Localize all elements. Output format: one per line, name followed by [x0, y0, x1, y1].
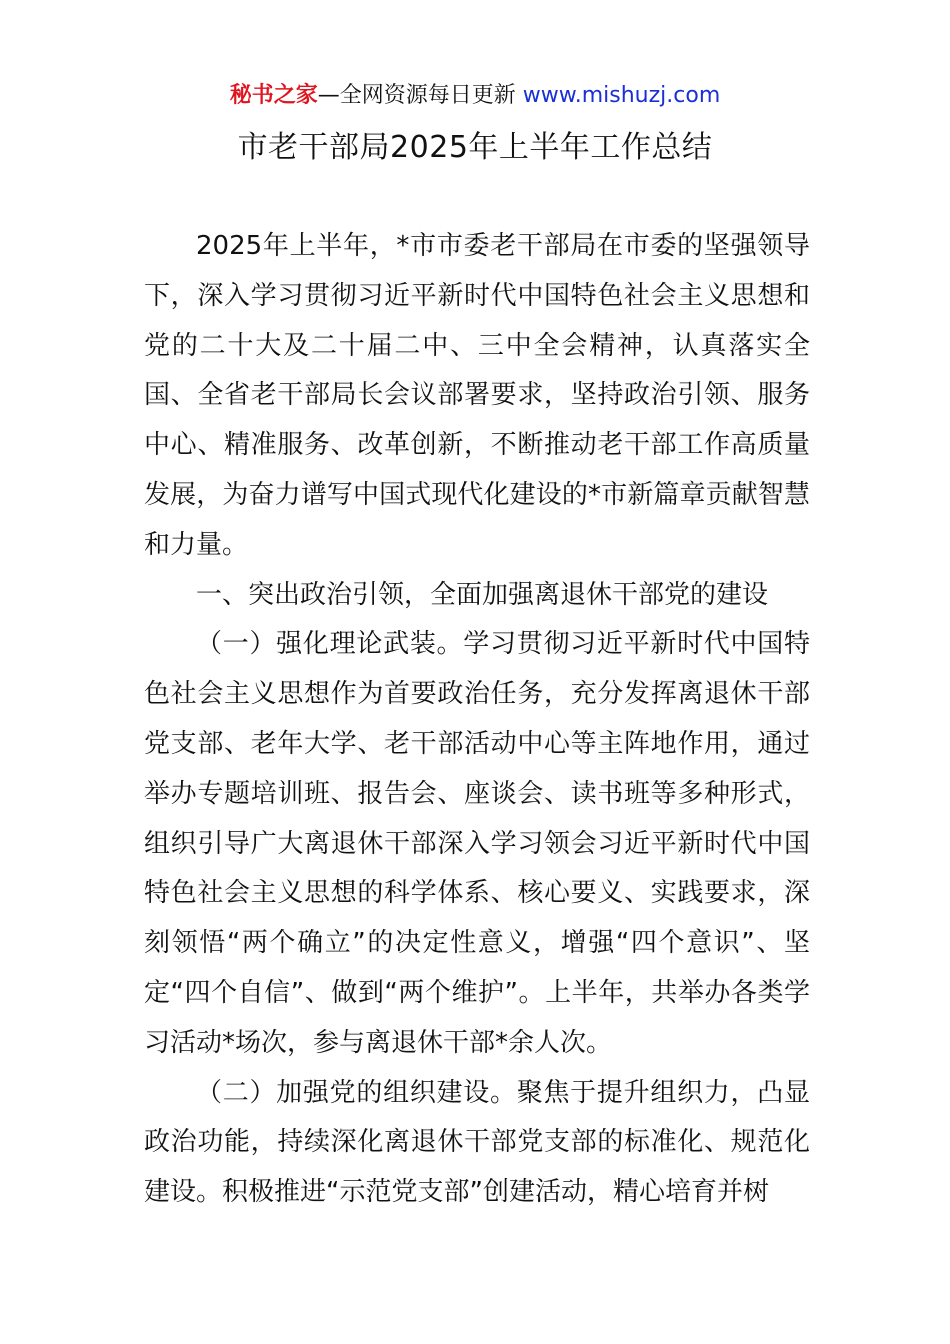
- document-title: 市老干部局2025年上半年工作总结: [237, 130, 713, 165]
- document-body: [144, 222, 810, 1218]
- header-tagline: —全网资源每日更新: [317, 83, 523, 108]
- brand-name: 秘书之家: [229, 83, 318, 108]
- subsection-paragraph: （二）加强党的组织建设。聚焦于提升组织力，凸显政治功能，持续深化离退休干部党支部的标准化、规范化建设。积极推进“示范党支部”创建活动，精心培育并树: [144, 1077, 810, 1208]
- site-header: [0, 80, 950, 112]
- subsection-paragraph: （一）强化理论武装。学习贯彻习近平新时代中国特色社会主义思想作为首要政治任务，充分发挥离退休干部党支部、老年大学、老干部活动中心等主阵地作用，通过举办专题培训班、报告会、座谈会、读书班等多种形式，组织引导广大离退休干部深入学习领会习近平新时代中国特色社会主义思想的科学体系、核心要义、实践要求，深刻领悟“两个确立”的决定性意义，增强“四个意识”、坚定“四个自信”、做到“两个维护”。上半年，共举办各类学习活动*场次，参与离退休干部*余人次。: [144, 629, 810, 1058]
- intro-paragraph: 2025年上半年，*市市委老干部局在市委的坚强领导下，深入学习贯彻习近平新时代中国特色社会主义思想和党的二十大及二十届二中、三中全会精神，认真落实全国、全省老干部局长会议部署要求，坚持政治引领、服务中心、精准服务、改革创新，不断推动老干部工作高质量发展，为奋力谱写中国式现代化建设的*市新篇章贡献智慧和力量。: [144, 231, 810, 560]
- site-link[interactable]: www.mishuzj.com: [522, 83, 721, 108]
- section-heading: 一、突出政治引领，全面加强离退休干部党的建设: [196, 579, 769, 610]
